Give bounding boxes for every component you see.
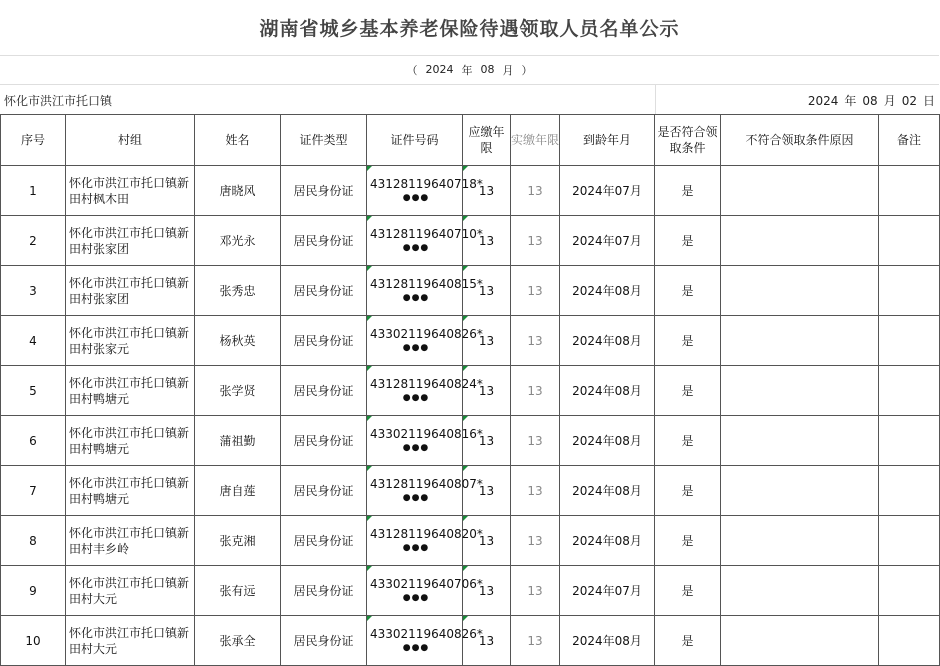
id-number-text: 43302119640826* (370, 626, 483, 641)
cell-name[interactable]: 杨秋英 (195, 316, 281, 366)
cell-seq[interactable]: 2 (1, 216, 66, 266)
cell-age-month[interactable]: 2024年08月 (560, 366, 655, 416)
cell-age-month[interactable]: 2024年08月 (560, 416, 655, 466)
id-mask-text: ●●● (402, 642, 430, 653)
cell-id-no[interactable] (367, 316, 483, 366)
cell-eligible[interactable]: 是 (655, 416, 721, 466)
cell-eligible[interactable]: 是 (655, 616, 721, 666)
cell-seq[interactable]: 1 (1, 166, 66, 216)
date-day-unit: 日 (922, 94, 935, 108)
cell-reason[interactable] (721, 616, 879, 666)
cell-name[interactable]: 张有远 (195, 566, 281, 616)
cell-seq[interactable]: 4 (1, 316, 66, 366)
cell-name[interactable]: 张承全 (195, 616, 281, 666)
cell-reason[interactable] (721, 366, 879, 416)
id-mask-text: ●●● (402, 442, 430, 453)
header-name[interactable]: 姓名 (195, 115, 281, 166)
id-number-text: 43302119640706* (370, 576, 483, 591)
cell-due-years[interactable]: 13 (463, 266, 511, 316)
cell-village[interactable]: 怀化市洪江市托口镇新田村大元 (66, 566, 195, 616)
date-year-unit: 年 (844, 94, 857, 108)
id-mask-text: ●●● (402, 242, 430, 253)
cell-paid-years[interactable]: 13 (511, 466, 560, 516)
cell-id-type[interactable]: 居民身份证 (281, 216, 367, 266)
cell-reason[interactable] (721, 466, 879, 516)
cell-remark[interactable] (879, 466, 940, 516)
cell-name[interactable]: 张秀忠 (195, 266, 281, 316)
header-id-type[interactable]: 证件类型 (281, 115, 367, 166)
cell-due-years[interactable]: 13 (463, 466, 511, 516)
cell-reason[interactable] (721, 166, 879, 216)
header-age-month[interactable]: 到龄年月 (560, 115, 655, 166)
cell-village[interactable]: 怀化市洪江市托口镇新田村丰乡岭 (66, 516, 195, 566)
header-remark[interactable]: 备注 (879, 115, 940, 166)
id-number-text: 43302119640816* (370, 426, 483, 441)
period-year-unit: 年 (461, 63, 473, 77)
publish-date (802, 92, 935, 109)
period-row (0, 55, 939, 85)
cell-remark[interactable] (879, 316, 940, 366)
cell-id-type[interactable]: 居民身份证 (281, 366, 367, 416)
table-row (1, 466, 940, 516)
cell-due-years[interactable]: 13 (463, 316, 511, 366)
table-row (1, 516, 940, 566)
cell-eligible[interactable]: 是 (655, 316, 721, 366)
header-village[interactable]: 村组 (66, 115, 195, 166)
cell-name[interactable]: 蒲祖勤 (195, 416, 281, 466)
info-row (0, 84, 939, 114)
cell-eligible[interactable]: 是 (655, 366, 721, 416)
cell-age-month[interactable]: 2024年08月 (560, 516, 655, 566)
cell-age-month[interactable]: 2024年07月 (560, 166, 655, 216)
id-number-text: 43128119640718* (370, 176, 483, 191)
date-month-unit: 月 (883, 94, 896, 108)
cell-age-month[interactable]: 2024年07月 (560, 566, 655, 616)
cell-id-no[interactable] (367, 166, 483, 216)
cell-id-type[interactable]: 居民身份证 (281, 466, 367, 516)
recipient-table (0, 114, 940, 666)
cell-due-years[interactable]: 13 (463, 516, 511, 566)
cell-name[interactable]: 张克湘 (195, 516, 281, 566)
cell-id-type[interactable]: 居民身份证 (281, 566, 367, 616)
cell-name[interactable]: 唐自莲 (195, 466, 281, 516)
cell-paid-years[interactable]: 13 (511, 566, 560, 616)
table-row (1, 366, 940, 416)
period-year: 2024 (425, 63, 454, 76)
cell-due-years[interactable]: 13 (463, 166, 511, 216)
id-mask-text: ●●● (402, 542, 430, 553)
cell-id-no[interactable] (367, 466, 483, 516)
header-eligible[interactable]: 是否符合领取条件 (655, 115, 721, 166)
cell-paid-years[interactable]: 13 (511, 416, 560, 466)
cell-eligible[interactable]: 是 (655, 216, 721, 266)
period-open: （ (406, 63, 418, 77)
cell-id-no[interactable] (367, 616, 483, 666)
header-paid-years[interactable]: 实缴年限 (511, 115, 560, 166)
date-year: 2024 (807, 94, 839, 108)
id-mask-text: ●●● (402, 392, 430, 403)
cell-paid-years[interactable]: 13 (511, 366, 560, 416)
cell-id-no[interactable] (367, 216, 483, 266)
id-mask-text: ●●● (402, 492, 430, 503)
cell-eligible[interactable]: 是 (655, 466, 721, 516)
cell-due-years[interactable]: 13 (463, 416, 511, 466)
period-close: ） (521, 63, 533, 77)
cell-eligible[interactable]: 是 (655, 266, 721, 316)
id-number-text: 43128119640815* (370, 276, 483, 291)
cell-paid-years[interactable]: 13 (511, 266, 560, 316)
id-mask-text: ●●● (402, 342, 430, 353)
title-row (0, 0, 939, 56)
table-row (1, 166, 940, 216)
info-divider (655, 84, 656, 114)
cell-seq[interactable]: 9 (1, 566, 66, 616)
cell-eligible[interactable]: 是 (655, 516, 721, 566)
table-body (1, 166, 940, 666)
cell-seq[interactable]: 7 (1, 466, 66, 516)
cell-remark[interactable] (879, 216, 940, 266)
id-mask-text: ●●● (402, 292, 430, 303)
table-row (1, 266, 940, 316)
cell-remark[interactable] (879, 616, 940, 666)
period-month-unit: 月 (502, 63, 514, 77)
period-month: 08 (480, 63, 495, 76)
cell-seq[interactable]: 3 (1, 266, 66, 316)
cell-village[interactable]: 怀化市洪江市托口镇新田村鸭塘元 (66, 466, 195, 516)
date-day: 02 (901, 94, 917, 108)
cell-name[interactable]: 唐晓风 (195, 166, 281, 216)
cell-due-years[interactable]: 13 (463, 566, 511, 616)
cell-reason[interactable] (721, 566, 879, 616)
cell-id-type[interactable]: 居民身份证 (281, 316, 367, 366)
id-number-text: 43128119640710* (370, 226, 483, 241)
cell-age-month[interactable]: 2024年07月 (560, 216, 655, 266)
table-row (1, 216, 940, 266)
header-seq[interactable]: 序号 (1, 115, 66, 166)
cell-reason[interactable] (721, 316, 879, 366)
cell-paid-years[interactable]: 13 (511, 616, 560, 666)
cell-reason[interactable] (721, 516, 879, 566)
cell-village[interactable]: 怀化市洪江市托口镇新田村鸭塘元 (66, 416, 195, 466)
id-number-text: 43128119640824* (370, 376, 483, 391)
cell-seq[interactable]: 5 (1, 366, 66, 416)
cell-seq[interactable]: 8 (1, 516, 66, 566)
cell-id-type[interactable]: 居民身份证 (281, 516, 367, 566)
cell-id-no[interactable] (367, 516, 483, 566)
cell-reason[interactable] (721, 266, 879, 316)
cell-remark[interactable] (879, 566, 940, 616)
header-id-no[interactable]: 证件号码 (367, 115, 463, 166)
cell-village[interactable]: 怀化市洪江市托口镇新田村张家团 (66, 216, 195, 266)
id-number-text: 43302119640826* (370, 326, 483, 341)
id-mask-text: ●●● (402, 192, 430, 203)
cell-eligible[interactable]: 是 (655, 566, 721, 616)
cell-remark[interactable] (879, 366, 940, 416)
id-number-text: 43128119640807* (370, 476, 483, 491)
cell-due-years[interactable]: 13 (463, 616, 511, 666)
cell-seq[interactable]: 10 (1, 616, 66, 666)
cell-village[interactable]: 怀化市洪江市托口镇新田村鸭塘元 (66, 366, 195, 416)
header-row (1, 115, 940, 166)
cell-paid-years[interactable]: 13 (511, 216, 560, 266)
cell-id-type[interactable]: 居民身份证 (281, 616, 367, 666)
table-row (1, 616, 940, 666)
cell-age-month[interactable]: 2024年08月 (560, 316, 655, 366)
cell-remark[interactable] (879, 516, 940, 566)
header-due-years[interactable]: 应缴年限 (463, 115, 511, 166)
table-row (1, 566, 940, 616)
cell-id-no[interactable] (367, 266, 483, 316)
id-number-text: 43128119640820* (370, 526, 483, 541)
town-label: 怀化市洪江市托口镇 (4, 94, 113, 108)
cell-due-years[interactable]: 13 (463, 216, 511, 266)
cell-eligible[interactable]: 是 (655, 166, 721, 216)
cell-id-no[interactable] (367, 366, 483, 416)
cell-due-years[interactable]: 13 (463, 366, 511, 416)
cell-age-month[interactable]: 2024年08月 (560, 466, 655, 516)
table-row (1, 416, 940, 466)
cell-age-month[interactable]: 2024年08月 (560, 616, 655, 666)
cell-village[interactable]: 怀化市洪江市托口镇新田村张家团 (66, 266, 195, 316)
cell-reason[interactable] (721, 216, 879, 266)
cell-id-no[interactable] (367, 566, 483, 616)
date-month: 08 (862, 94, 878, 108)
cell-id-type[interactable]: 居民身份证 (281, 266, 367, 316)
cell-paid-years[interactable]: 13 (511, 516, 560, 566)
cell-paid-years[interactable]: 13 (511, 316, 560, 366)
cell-name[interactable]: 张学贤 (195, 366, 281, 416)
cell-remark[interactable] (879, 166, 940, 216)
cell-village[interactable]: 怀化市洪江市托口镇新田村大元 (66, 616, 195, 666)
cell-reason[interactable] (721, 416, 879, 466)
id-mask-text: ●●● (402, 592, 430, 603)
cell-age-month[interactable]: 2024年08月 (560, 266, 655, 316)
cell-paid-years[interactable]: 13 (511, 166, 560, 216)
cell-id-type[interactable]: 居民身份证 (281, 166, 367, 216)
cell-village[interactable]: 怀化市洪江市托口镇新田村枫木田 (66, 166, 195, 216)
page-title: 湖南省城乡基本养老保险待遇领取人员名单公示 (259, 18, 680, 40)
cell-id-type[interactable]: 居民身份证 (281, 416, 367, 466)
header-reason[interactable]: 不符合领取条件原因 (721, 115, 879, 166)
table-row (1, 316, 940, 366)
cell-seq[interactable]: 6 (1, 416, 66, 466)
cell-remark[interactable] (879, 416, 940, 466)
cell-id-no[interactable] (367, 416, 483, 466)
cell-village[interactable]: 怀化市洪江市托口镇新田村张家元 (66, 316, 195, 366)
cell-name[interactable]: 邓光永 (195, 216, 281, 266)
cell-remark[interactable] (879, 266, 940, 316)
